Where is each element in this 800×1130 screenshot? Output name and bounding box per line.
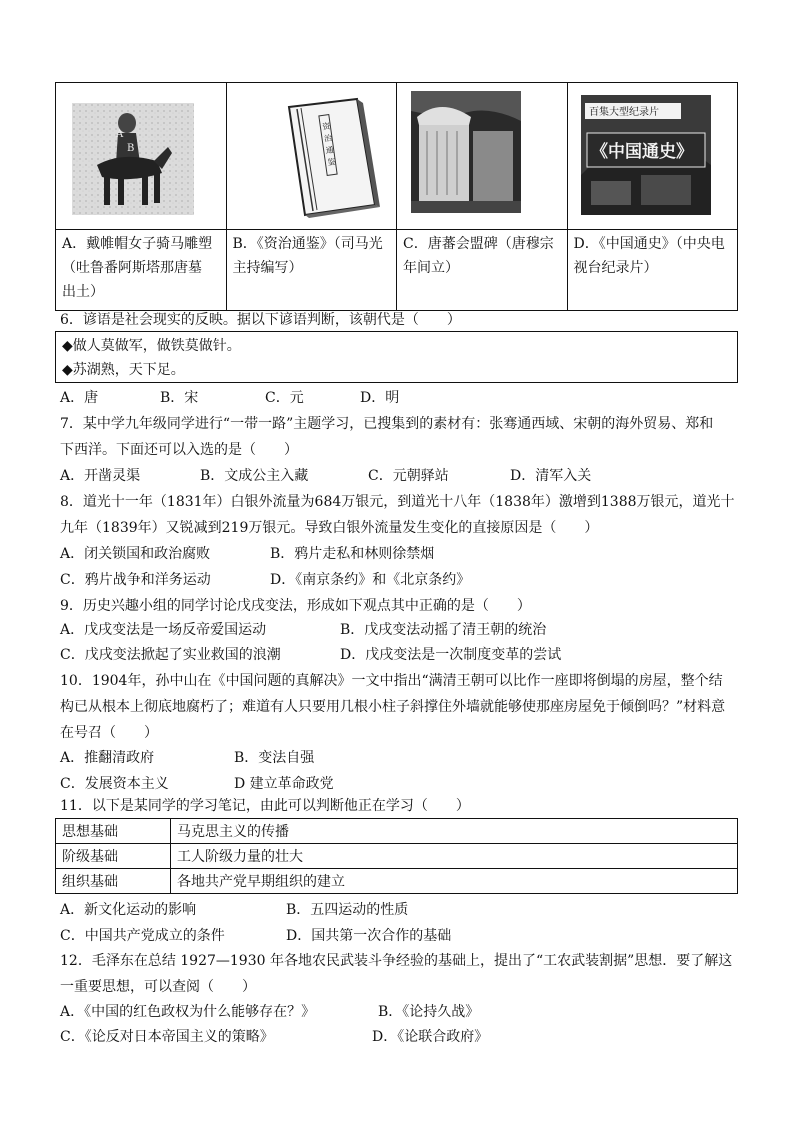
caption-line: （吐鲁番阿斯塔那唐墓 — [62, 260, 202, 276]
svg-text:A: A — [116, 129, 124, 140]
q9-option-c[interactable]: C．戊戌变法掀起了实业救国的浪潮 — [60, 647, 281, 663]
q6-option-b[interactable]: B．宋 — [160, 390, 199, 406]
table-cell-key: 阶级基础 — [56, 844, 171, 869]
svg-text:通: 通 — [324, 145, 334, 156]
caption-line: C．唐蕃会盟碑（唐穆宗 — [403, 236, 554, 252]
q5-image-cell-a — [56, 83, 227, 230]
q6-proverb-box — [55, 331, 738, 383]
q11-option-a[interactable]: A．新文化运动的影响 — [60, 902, 197, 918]
table-cell-key: 思想基础 — [56, 819, 171, 844]
q9-option-b[interactable]: B．戊戌变法动摇了清王朝的统治 — [340, 622, 547, 638]
caption-line: 出土） — [62, 284, 104, 300]
q11-notes-table — [55, 818, 738, 894]
svg-text:B: B — [127, 143, 135, 154]
q12-stem-line: 12．毛泽东在总结 1927—1930 年各地农民武装斗争经验的基础上，提出了“工农武装割据”思想．要了解这 — [60, 953, 733, 969]
q7-stem-line: 下西洋。下面还可以入选的是（ ） — [60, 442, 298, 458]
q6-option-a[interactable]: A．唐 — [60, 390, 99, 406]
table-cell-key: 组织基础 — [56, 869, 171, 894]
proverb-line: ◆做人莫做军，做铁莫做针。 — [62, 338, 241, 354]
q10-stem-line: 10．1904年，孙中山在《中国问题的真解决》一文中指出“满清王朝可以比作一座即将倒塌的房屋，整个结 — [60, 673, 723, 689]
q7-option-b[interactable]: B．文成公主入藏 — [200, 468, 309, 484]
q5-image-table — [55, 82, 738, 311]
poster-title: 《中国通史》 — [590, 142, 693, 162]
q11-option-b[interactable]: B．五四运动的性质 — [286, 902, 409, 918]
q6-stem: 6．谚语是社会现实的反映。据以下谚语判断，该朝代是（ ） — [60, 312, 461, 328]
q5-option-a[interactable] — [56, 230, 227, 311]
q10-option-c[interactable]: C．发展资本主义 — [60, 776, 169, 792]
svg-text:治: 治 — [322, 133, 333, 144]
caption-line: 年间立） — [403, 260, 459, 276]
q5-option-c[interactable] — [397, 230, 568, 311]
q10-stem-line: 构已从根本上彻底地腐朽了；难道有人只要用几根小柱子斜撑住外墙就能够使那座房屋免于倾倒吗？”材料意 — [60, 699, 726, 715]
q5-image-cell-d — [567, 83, 738, 230]
q6-option-c[interactable]: C．元 — [265, 390, 304, 406]
q5-option-d[interactable] — [567, 230, 738, 311]
q9-option-a[interactable]: A．戊戌变法是一场反帝爱国运动 — [60, 622, 267, 638]
svg-text:资: 资 — [321, 121, 331, 132]
caption-line: 视台纪录片） — [573, 260, 658, 276]
q10-option-d[interactable]: D 建立革命政党 — [234, 776, 334, 792]
q11-option-c[interactable]: C．中国共产党成立的条件 — [60, 928, 225, 944]
q12-option-d[interactable]: D．《论联合政府》 — [372, 1029, 489, 1045]
q9-option-d[interactable]: D．戊戌变法是一次制度变革的尝试 — [340, 647, 562, 663]
horse-rider-statue-photo-icon — [72, 103, 194, 215]
q8-option-d[interactable]: D．《南京条约》和《北京条约》 — [270, 572, 471, 588]
svg-text:鉴: 鉴 — [326, 157, 336, 168]
q5-option-b[interactable] — [226, 230, 397, 311]
q9-stem: 9．历史兴趣小组的同学讨论戊戌变法，形成如下观点其中正确的是（ ） — [60, 598, 531, 614]
q8-option-c[interactable]: C．鸦片战争和洋务运动 — [60, 572, 211, 588]
q11-option-d[interactable]: D．国共第一次合作的基础 — [286, 928, 452, 944]
q12-option-a[interactable]: A．《中国的红色政权为什么能够存在？》 — [60, 1004, 316, 1020]
q8-option-b[interactable]: B．鸦片走私和林则徐禁烟 — [270, 546, 435, 562]
q7-stem-line: 7．某中学九年级同学进行“一带一路”主题学习，已搜集到的素材有：张骞通西域、宋朝的海外贸易、郑和 — [60, 416, 714, 432]
q5-image-cell-c — [397, 83, 568, 230]
table-row — [56, 869, 738, 894]
q8-option-a[interactable]: A．闭关锁国和政治腐败 — [60, 546, 211, 562]
table-cell-value: 工人阶级力量的壮大 — [171, 844, 738, 869]
caption-line: D．《中国通史》（中央电 — [573, 236, 725, 252]
caption-line: A．戴帷帽女子骑马雕塑 — [62, 236, 213, 252]
proverb-line: ◆苏湖熟，天下足。 — [62, 362, 185, 378]
book-cover-photo-icon — [283, 97, 383, 219]
q5-image-cell-b — [226, 83, 397, 230]
q10-stem-line: 在号召（ ） — [60, 725, 158, 741]
q7-option-c[interactable]: C．元朝驿站 — [368, 468, 449, 484]
caption-line: B．《资治通鉴》（司马光 — [232, 236, 383, 252]
q11-stem: 11．以下是某同学的学习笔记，由此可以判断他正在学习（ ） — [60, 798, 470, 814]
documentary-poster-photo-icon — [581, 95, 711, 215]
q8-stem-line: 8．道光十一年（1831年）白银外流量为684万银元，到道光十八年（1838年）激增到1388万银元，道光十 — [60, 494, 735, 510]
q6-option-d[interactable]: D．明 — [360, 390, 400, 406]
caption-line: 主持编写） — [232, 260, 303, 276]
q12-option-c[interactable]: C．《论反对日本帝国主义的策略》 — [60, 1029, 274, 1045]
table-cell-value: 各地共产党早期组织的建立 — [171, 869, 738, 894]
table-row — [56, 844, 738, 869]
table-row — [56, 819, 738, 844]
table-cell-value: 马克思主义的传播 — [171, 819, 738, 844]
q7-option-a[interactable]: A．开凿灵渠 — [60, 468, 141, 484]
stone-stele-photo-icon — [411, 91, 521, 213]
q8-stem-line: 九年（1839年）又锐减到219万银元。导致白银外流量发生变化的直接原因是（ ） — [60, 520, 599, 536]
q10-option-a[interactable]: A．推翻清政府 — [60, 750, 155, 766]
q7-option-d[interactable]: D．清军入关 — [510, 468, 592, 484]
q12-option-b[interactable]: B．《论持久战》 — [378, 1004, 480, 1020]
q12-stem-line: 一重要思想，可以查阅（ ） — [60, 979, 256, 995]
q10-option-b[interactable]: B．变法自强 — [234, 750, 315, 766]
poster-subtitle: 百集大型纪录片 — [588, 107, 659, 118]
